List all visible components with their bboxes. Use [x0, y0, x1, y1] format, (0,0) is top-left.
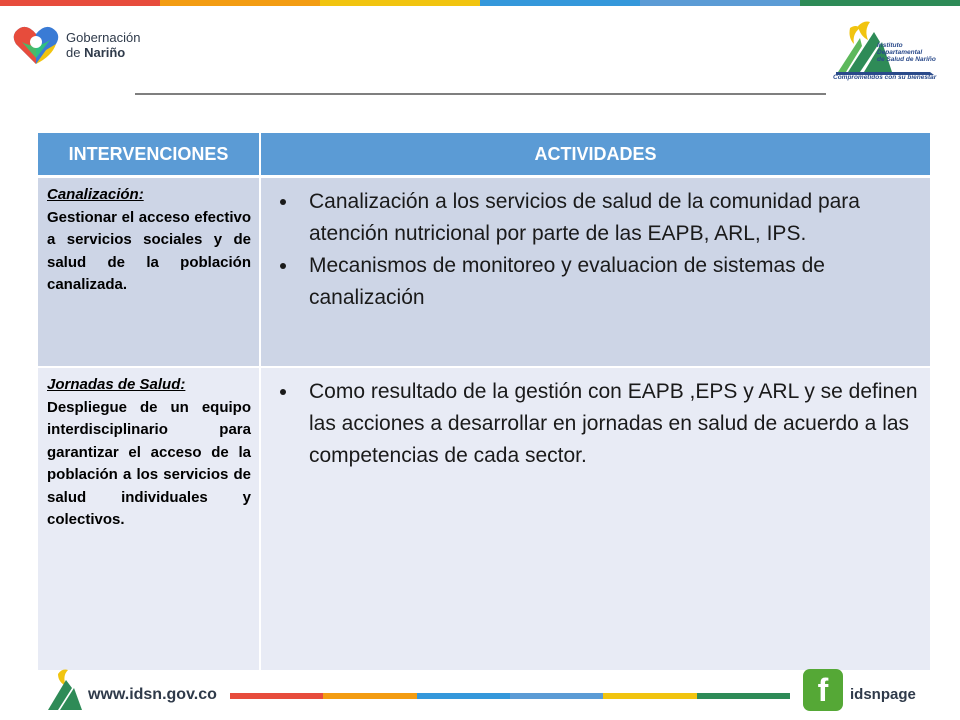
- gobernacion-logo-text: [66, 30, 140, 60]
- footer-instituto-logo-icon: [44, 666, 84, 712]
- activity-item: • Como resultado de la gestión con EAPB ,EPS y ARL y se definen las acciones a desarrollar en jornadas en salud de acuerdo a las competencias de cada sector.: [299, 376, 918, 472]
- top-bar-segment: [480, 0, 640, 6]
- footer-color-line: [230, 693, 790, 699]
- table-header-row: [38, 133, 931, 177]
- table-row: [38, 367, 931, 671]
- gobernacion-line2b: Nariño: [84, 45, 126, 60]
- intervention-cell: [38, 177, 260, 368]
- facebook-page-link[interactable]: idsnpage: [850, 686, 916, 703]
- instituto-tagline: Comprometidos con su bienestar: [833, 74, 937, 81]
- header-actividades: ACTIVIDADES: [260, 133, 931, 177]
- footer-line-segment: [230, 693, 323, 699]
- header-divider: [135, 93, 826, 95]
- top-bar-segment: [640, 0, 800, 6]
- top-bar-segment: [160, 0, 320, 6]
- activity-item: • Mecanismos de monitoreo y evaluacion de sistemas de canalización: [299, 250, 918, 314]
- activity-list: [273, 376, 918, 472]
- top-color-bar: [0, 0, 960, 6]
- activity-list: [273, 186, 918, 314]
- header-intervenciones: INTERVENCIONES: [38, 133, 260, 177]
- intervention-title: Canalización:: [47, 186, 144, 203]
- footer-line-segment: [697, 693, 790, 699]
- table-row: [38, 177, 931, 368]
- top-bar-segment: [320, 0, 480, 6]
- intervention-description: Gestionar el acceso efectivo a servicios sociales y de salud de la población canalizada.: [47, 208, 251, 293]
- facebook-icon[interactable]: [803, 669, 843, 711]
- intervention-description: Despliegue de un equipo interdisciplinario para garantizar el acceso de la población a los servicios de salud individuales y colectivos.: [47, 398, 251, 528]
- website-link[interactable]: www.idsn.gov.co: [88, 686, 217, 703]
- instituto-name: [877, 42, 936, 63]
- intervention-cell: [38, 367, 260, 671]
- footer-line-segment: [417, 693, 510, 699]
- gobernacion-line2a: de: [66, 45, 85, 60]
- intervention-title: Jornadas de Salud:: [47, 376, 186, 393]
- gobernacion-line1: Gobernación: [66, 30, 141, 45]
- footer-line-segment: [323, 693, 416, 699]
- activities-cell: [260, 177, 931, 368]
- activity-item: • Canalización a los servicios de salud de la comunidad para atención nutricional por parte de las EAPB, ARL, IPS.: [299, 186, 918, 250]
- activities-cell: [260, 367, 931, 671]
- interventions-table: [38, 133, 932, 672]
- footer-line-segment: [603, 693, 696, 699]
- instituto-line1: Instituto: [877, 42, 903, 49]
- top-bar-segment: [0, 0, 160, 6]
- instituto-line2: Departamental: [877, 49, 923, 56]
- footer-line-segment: [510, 693, 603, 699]
- top-bar-segment: [800, 0, 960, 6]
- instituto-line3: de Salud de Nariño: [877, 56, 936, 63]
- facebook-icon-glyph: f: [817, 671, 829, 708]
